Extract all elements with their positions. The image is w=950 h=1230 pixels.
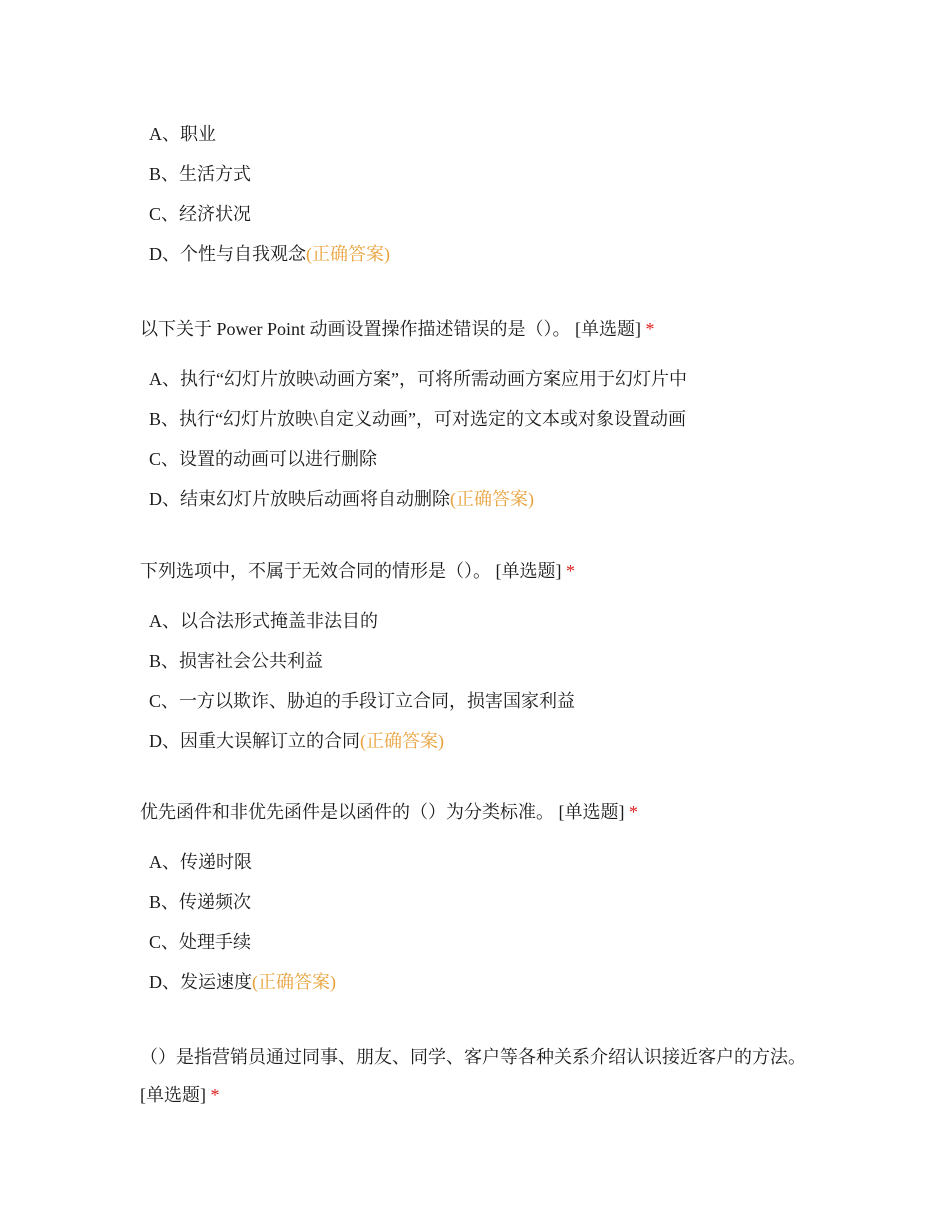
option-b[interactable]: B、损害社会公共利益: [149, 651, 324, 671]
option-c[interactable]: C、一方以欺诈、胁迫的手段订立合同，损害国家利益: [149, 691, 576, 711]
required-mark: *: [645, 319, 655, 339]
option-b[interactable]: B、执行“幻灯片放映\自定义动画”，可对选定的文本或对象设置动画: [149, 409, 686, 429]
question-type-tag: [单选题]: [575, 319, 642, 339]
question-type-tag: [单选题]: [558, 802, 625, 822]
option-a[interactable]: A、传递时限: [149, 852, 252, 872]
required-mark: *: [210, 1085, 220, 1105]
question-title: 下列选项中，不属于无效合同的情形是（）。 [单选题] *: [140, 561, 575, 581]
question-title: 优先函件和非优先函件是以函件的（）为分类标准。 [单选题] *: [140, 802, 638, 822]
correct-answer-label: (正确答案): [306, 244, 390, 264]
option-a[interactable]: A、执行“幻灯片放映\动画方案”，可将所需动画方案应用于幻灯片中: [149, 369, 687, 389]
option-a[interactable]: A、职业: [149, 124, 216, 144]
option-c[interactable]: C、处理手续: [149, 932, 252, 952]
option-c[interactable]: C、设置的动画可以进行删除: [149, 449, 378, 469]
question-type-tag: [单选题]: [495, 561, 562, 581]
question-4: [140, 796, 820, 1002]
question-3: [140, 555, 820, 761]
correct-answer-label: (正确答案): [450, 489, 534, 509]
correct-answer-label: (正确答案): [360, 731, 444, 751]
option-d[interactable]: D、因重大误解订立的合同(正确答案): [149, 731, 444, 751]
option-b[interactable]: B、生活方式: [149, 164, 252, 184]
question-5: [140, 1038, 810, 1128]
option-a[interactable]: A、以合法形式掩盖非法目的: [149, 611, 378, 631]
option-d[interactable]: D、发运速度(正确答案): [149, 972, 336, 992]
option-d[interactable]: D、结束幻灯片放映后动画将自动删除(正确答案): [149, 489, 534, 509]
required-mark: *: [629, 802, 638, 822]
option-c[interactable]: C、经济状况: [149, 204, 252, 224]
required-mark: *: [566, 561, 575, 581]
question-title: （）是指营销员通过同事、朋友、同学、客户等各种关系介绍认识接近客户的方法。 [单选题] *: [140, 1047, 806, 1105]
question-title: 以下关于 Power Point 动画设置操作描述错误的是（）。 [单选题] *: [140, 319, 655, 339]
option-b[interactable]: B、传递频次: [149, 892, 252, 912]
question-type-tag: [单选题]: [140, 1085, 206, 1105]
option-d[interactable]: D、个性与自我观念(正确答案): [149, 244, 390, 264]
correct-answer-label: (正确答案): [252, 972, 336, 992]
question-2: [140, 313, 820, 519]
question-1: [140, 114, 820, 274]
